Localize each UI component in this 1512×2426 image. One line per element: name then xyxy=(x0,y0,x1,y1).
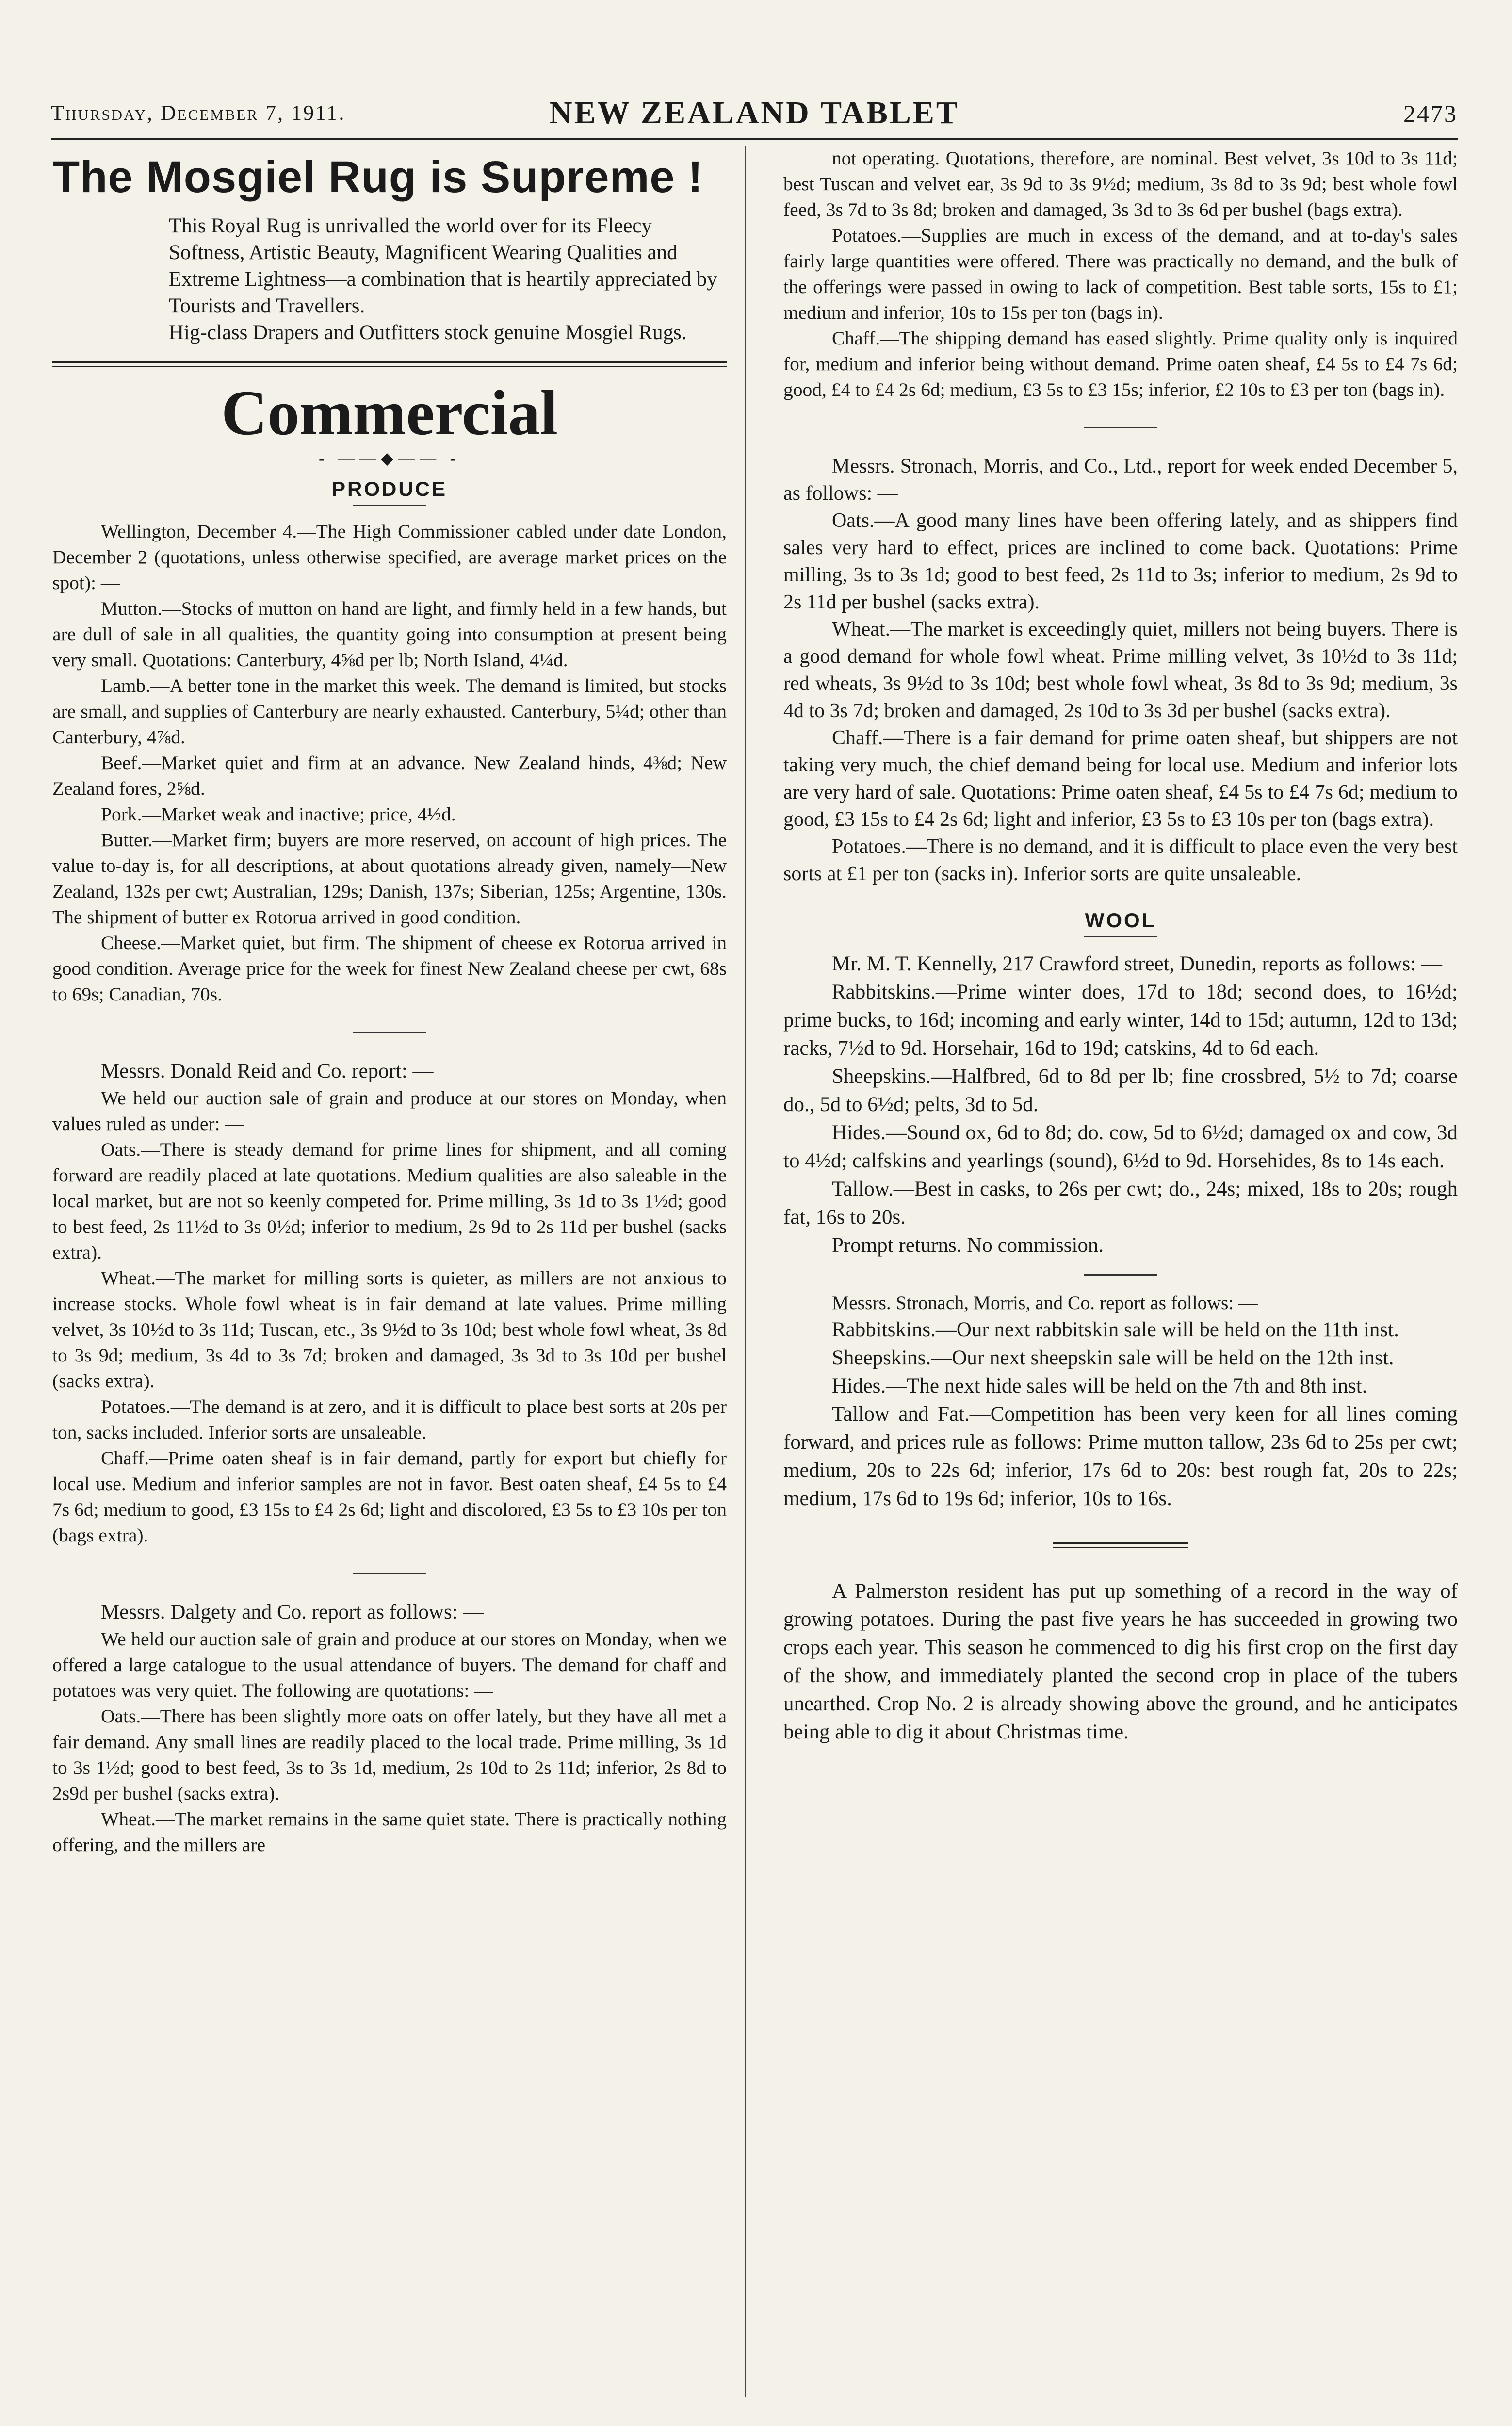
paragraph: Rabbitskins.—Our next rabbitskin sale will be held on the 11th inst. xyxy=(832,1318,1399,1341)
paragraph: Wheat.—The market for milling sorts is quieter, as millers are not anxious to increase stocks. Whole fowl wheat is in fair demand at late values. Prime milling velvet, 3s 10½d to 3s 11d; Tuscan, etc., 3s 9½d to 3s 10d; best whole fowl wheat, 3s 8d to 3s 9d; medium, 3s 4d to 3s 7d; broken and damaged, 3s 3d to 3s 10d per bushel (sacks extra). xyxy=(52,1267,727,1392)
paragraph: Mutton.—Stocks of mutton on hand are light, and firmly held in a few hands, but are dull of sale in all qualities, the quantity going into consumption at present being very small. Quotations: Canterbury, 4⅝d per lb; North Island, 4¼d. xyxy=(52,598,727,671)
paragraph: Oats.—A good many lines have been offering lately, and as shippers find sales very hard to effect, prices are inclined to come back. Quotations: Prime milling, 3s to 3s 1d; good to best feed, 2s 11d to 3s; inferior to medium, 2s 9d to 2s 11d per bushel (sacks extra). xyxy=(783,509,1458,613)
rule-divider xyxy=(353,1573,426,1574)
report-lead: Messrs. Stronach, Morris, and Co., Ltd., report for week ended December 5, as follows: — xyxy=(783,455,1458,505)
paragraph: Hides.—The next hide sales will be held on the 7th and 8th inst. xyxy=(832,1375,1367,1397)
rule-divider xyxy=(1084,427,1157,428)
rule-divider xyxy=(1084,1274,1157,1276)
paragraph: Sheepskins.—Our next sheepskin sale will be held on the 12th inst. xyxy=(832,1346,1394,1369)
paragraph: Potatoes.—There is no demand, and it is difficult to place even the very best sorts at £1 per ton (sacks in). Inferior sorts are quite unsaleable. xyxy=(783,836,1458,885)
paragraph: Potatoes.—The demand is at zero, and it is difficult to place best sorts at 20s per ton, sacks included. Inferior sorts are unsaleable. xyxy=(52,1396,727,1443)
rule-divider xyxy=(1084,936,1157,937)
paragraph: A Palmerston resident has put up something of a record in the way of growing potatoes. During the past five years he has succeeded in growing two crops each year. This season he commenced to dig his first crop on the first day of the show, and immediately planted the second crop in place of the tubers unearthed. Crop No. 2 is already showing above the ground, and he anticipates being able to dig it about Christmas time. xyxy=(783,1580,1458,1743)
paragraph: We held our auction sale of grain and produce at our stores on Monday, when we offered a large catalogue to the usual attendance of buyers. The demand for chaff and potatoes was very quiet. The following are quotations: — xyxy=(52,1628,727,1701)
paragraph: Oats.—There is steady demand for prime lines for shipment, and all coming forward are readily placed at late quotations. Medium qualities are also saleable in the local market, but are not so keenly competed for. Prime milling, 3s 1d to 3s 1½d; good to best feed, 2s 11½d to 3s 0½d; inferior to medium, 2s 9d to 2s 11d per bushel (sacks extra). xyxy=(52,1139,727,1263)
left-column xyxy=(52,146,727,1858)
ornament-divider: - ——◆—— - xyxy=(319,450,460,468)
paragraph: Wellington, December 4.—The High Commissioner cabled under date London, December 2 (quotations, unless otherwise specified, are average market prices on the spot): — xyxy=(52,521,727,593)
paragraph: not operating. Quotations, therefore, are nominal. Best velvet, 3s 10d to 3s 11d; best Tuscan and velvet ear, 3s 9d to 3s 9½d; medium, 3s 8d to 3s 9d; best whole fowl feed, 3s 7d to 3s 8d; broken and damaged, 3s 3d to 3s 6d per bushel (bags extra). xyxy=(783,148,1458,220)
section-heading-produce: PRODUCE xyxy=(331,477,448,500)
header-title: NEW ZEALAND TABLET xyxy=(549,95,959,131)
paragraph: Tallow.—Best in casks, to 26s per cwt; do., 24s; mixed, 18s to 20s; rough fat, 16s to 20s. xyxy=(783,1178,1458,1229)
paragraph: Cheese.—Market quiet, but firm. The shipment of cheese ex Rotorua arrived in good condition. Average price for the week for finest New Zealand cheese per cwt, 68s to 69s; Canadian, 70s. xyxy=(52,932,727,1005)
paragraph: Hides.—Sound ox, 6d to 8d; do. cow, 5d to 6½d; damaged ox and cow, 3d to 4½d; calfskins and yearlings (sound), 6½d to 9d. Horsehides, 8s to 14s each. xyxy=(783,1121,1458,1172)
paragraph: Sheepskins.—Halfbred, 6d to 8d per lb; fine crossbred, 5½ to 7d; coarse do., 5d to 6½d; pelts, 3d to 5d. xyxy=(783,1065,1458,1116)
paragraph: Chaff.—There is a fair demand for prime oaten sheaf, but shippers are not taking very much, the chief demand being for local use. Medium and inferior lots are very hard of sale. Quotations: Prime oaten sheaf, £4 5s to £4 7s 6d; medium to good, £3 15s to £4 2s 6d; light and inferior, £3 5s to £3 10s per ton (bags extra). xyxy=(783,727,1458,831)
paragraph: Pork.—Market weak and inactive; price, 4½d. xyxy=(101,803,456,825)
report-lead: Messrs. Dalgety and Co. report as follows: — xyxy=(101,1601,484,1623)
advert-line: This Royal Rug is unrivalled the world over for its Fleecy Softness, Artistic Beauty, Magnificent Wearing Qualities and Extreme Lightness—a combination that is heartily appreciated by Tourists and Travellers. xyxy=(169,214,717,317)
double-rule-divider xyxy=(52,361,727,367)
paragraph: Oats.—There has been slightly more oats on offer lately, but they have all met a fair demand. Any small lines are readily placed to the local trade. Prime milling, 3s 1d to 3s 1½d; good to best feed, 3s to 3s 1d, medium, 2s 10d to 2s 11d; inferior, 2s 8d to 2s9d per bushel (sacks extra). xyxy=(52,1705,727,1804)
report-lead: Messrs. Stronach, Morris, and Co. report as follows: — xyxy=(832,1292,1258,1313)
paragraph: Potatoes.—Supplies are much in excess of the demand, and at to-day's sales fairly large quantities were offered. There was practically no demand, and the bulk of the offerings were passed in owing to lack of competition. Best table sorts, 15s to £1; medium and inferior, 10s to 15s per ton (bags in). xyxy=(783,225,1458,323)
report-lead: Mr. M. T. Kennelly, 217 Crawford street, Dunedin, reports as follows: — xyxy=(832,952,1442,975)
advert-line: Hig-class Drapers and Outfitters stock genuine Mosgiel Rugs. xyxy=(169,321,687,344)
advert-title: The Mosgiel Rug is Supreme ! xyxy=(52,152,703,202)
right-column xyxy=(783,146,1458,1746)
paragraph: We held our auction sale of grain and produce at our stores on Monday, when values ruled as under: — xyxy=(52,1087,727,1134)
paragraph: Prompt returns. No commission. xyxy=(832,1234,1104,1257)
section-title-commercial: Commercial xyxy=(221,377,558,448)
paragraph: Chaff.—The shipping demand has eased slightly. Prime quality only is inquired for, medium and inferior being without demand. Prime oaten sheaf, £4 5s to £4 7s 6d; good, £4 to £4 2s 6d; medium, £3 5s to £3 15s; inferior, £2 10s to £3 per ton (bags in). xyxy=(783,328,1458,400)
paragraph: Tallow and Fat.—Competition has been very keen for all lines coming forward, and prices rule as follows: Prime mutton tallow, 23s 6d to 25s per cwt; medium, 20s to 22s 6d; inferior, 17s 6d to 20s: best rough fat, 20s to 22s; medium, 17s 6d to 19s 6d; inferior, 10s to 16s. xyxy=(783,1403,1458,1510)
paragraph: Chaff.—Prime oaten sheaf is in fair demand, partly for export but chiefly for local use. Medium and inferior samples are not in favor. Best oaten sheaf, £4 5s to £4 7s 6d; medium to good, £3 15s to £4 2s 6d; light and discolored, £3 5s to £3 10s per ton (bags extra). xyxy=(52,1447,727,1546)
double-rule-divider xyxy=(1053,1542,1188,1548)
rule-divider xyxy=(353,505,426,506)
rule-divider xyxy=(353,1032,426,1033)
paragraph: Beef.—Market quiet and firm at an advance. New Zealand hinds, 4⅜d; New Zealand fores, 2⅝d. xyxy=(52,752,727,799)
page-header xyxy=(51,95,1458,140)
paragraph: Butter.—Market firm; buyers are more reserved, on account of high prices. The value to-day is, for all descriptions, at about quotations already given, namely—New Zealand, 132s per cwt; Australian, 129s; Danish, 137s; Siberian, 125s; Argentine, 130s. The shipment of butter ex Rotorua arrived in good condition. xyxy=(52,829,727,928)
paragraph: Rabbitskins.—Prime winter does, 17d to 18d; second does, to 16½d; prime bucks, to 16d; incoming and early winter, 14d to 15d; autumn, 12d to 13d; racks, 7½d to 9d. Horsehair, 16d to 19d; catskins, 4d to 6d each. xyxy=(783,981,1458,1060)
paragraph: Wheat.—The market is exceedingly quiet, millers not being buyers. There is a good demand for whole fowl wheat. Prime milling velvet, 3s 10½d to 3s 11d; red wheats, 3s 9½d to 3s 10d; best whole fowl wheat, 3s 8d to 3s 9d; medium, 3s 4d to 3s 7d; broken and damaged, 2s 10d to 3s 3d per bushel (sacks extra). xyxy=(783,618,1458,722)
advert-body xyxy=(169,213,727,346)
paragraph: Wheat.—The market remains in the same quiet state. There is practically nothing offering, and the millers are xyxy=(52,1808,727,1855)
section-heading-wool: WOOL xyxy=(1085,909,1156,932)
column-divider xyxy=(745,146,746,2397)
report-lead: Messrs. Donald Reid and Co. report: — xyxy=(101,1060,434,1082)
paragraph: Lamb.—A better tone in the market this week. The demand is limited, but stocks are small, and supplies of Canterbury are nearly exhausted. Canterbury, 5¼d; other than Canterbury, 4⅞d. xyxy=(52,675,727,748)
header-page-number: 2473 xyxy=(1403,100,1458,127)
header-date: Thursday, December 7, 1911. xyxy=(51,101,346,125)
